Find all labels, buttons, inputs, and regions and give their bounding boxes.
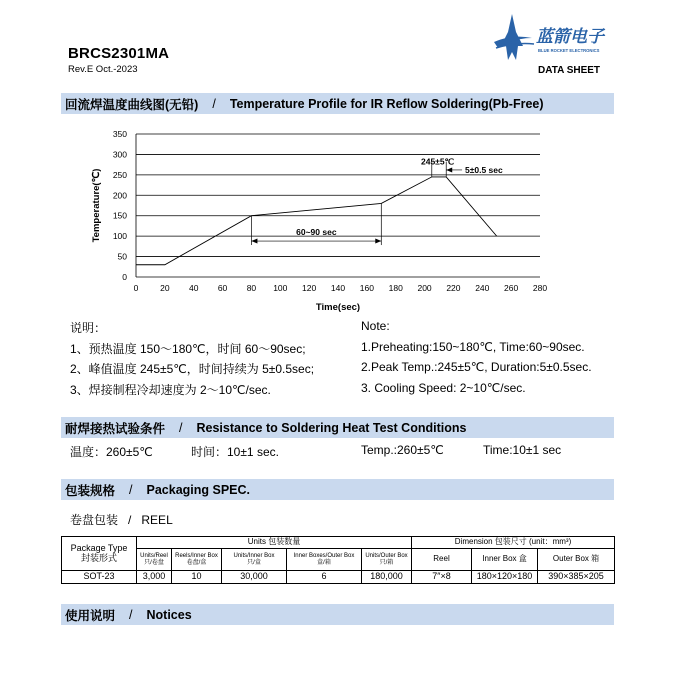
separator: / <box>212 96 216 111</box>
y-axis-label: Temperature(℃) <box>91 168 102 243</box>
x-tick-label: 0 <box>133 283 139 293</box>
cell-reel: 7″×8 <box>412 571 472 584</box>
x-tick-label: 180 <box>388 283 403 293</box>
note-cn-2: 2、峰值温度 245±5℃，时间持续为 5±0.5sec; <box>70 362 315 376</box>
section-title-en: Notices <box>146 607 192 622</box>
cell-units-inner: 30,000 <box>222 571 287 584</box>
reel-label-cn: 卷盘包装 <box>70 513 119 527</box>
x-tick-label: 160 <box>359 283 374 293</box>
x-axis-label: Time(sec) <box>315 302 361 313</box>
y-tick-label: 150 <box>112 210 127 221</box>
revision: Rev.E Oct.-2023 <box>68 64 138 75</box>
reflow-profile-chart <box>85 122 555 317</box>
preheat-arrow-left <box>251 239 257 244</box>
preheat-arrow-right <box>375 239 381 244</box>
note-en-3: 3. Cooling Speed: 2~10℃/sec. <box>361 381 526 395</box>
profile-line <box>136 177 497 265</box>
col-outer-box: Outer Box 箱 <box>538 549 615 571</box>
packaging-table <box>61 536 615 584</box>
section-title-cn: 回流焊温度曲线图(无铅) <box>65 97 199 112</box>
x-tick-label: 280 <box>532 283 548 293</box>
y-tick-label: 50 <box>117 251 127 262</box>
col-units-inner: Units/Inner Box 只/盒 <box>222 549 287 571</box>
section-soldering-heat <box>61 417 614 438</box>
section-notices <box>61 604 614 625</box>
cell-inner-box: 180×120×180 <box>472 571 538 584</box>
x-tick-label: 200 <box>417 283 432 293</box>
duration-label: 5±0.5 sec <box>464 164 503 175</box>
note-cn-3: 3、焊接制程冷却速度为 2～10℃/sec. <box>70 383 271 397</box>
section-title-cn: 包装规格 <box>65 483 116 498</box>
notes-title-en: Note: <box>361 319 390 333</box>
header-dimension: Dimension 包装尺寸 (unit：mm³) <box>412 537 615 549</box>
x-tick-label: 240 <box>475 283 490 293</box>
note-cn-1: 1、预热温度 150～180℃，时间 60～90sec; <box>70 342 306 356</box>
y-tick-label: 200 <box>112 190 127 201</box>
part-number: BRCS2301MA <box>68 45 170 62</box>
col-inner-box: Inner Box 盒 <box>472 549 538 571</box>
y-tick-label: 100 <box>112 231 127 242</box>
section-title-cn: 使用说明 <box>65 608 116 623</box>
cell-type: SOT-23 <box>62 571 137 584</box>
x-tick-label: 60 <box>217 283 228 293</box>
note-en-2: 2.Peak Temp.:245±5℃, Duration:5±0.5sec. <box>361 360 592 374</box>
duration-arrow-head <box>446 167 452 172</box>
note-en-1: 1.Preheating:150~180℃, Time:60~90sec. <box>361 340 585 354</box>
separator: / <box>129 482 133 497</box>
col-reels-inner: Reels/Inner Box 卷盘/盒 <box>172 549 222 571</box>
section-title-en: Packaging SPEC. <box>146 482 251 497</box>
x-tick-label: 220 <box>446 283 461 293</box>
separator: / <box>129 607 133 622</box>
section-title-en: Resistance to Soldering Heat Test Conditions <box>196 420 467 435</box>
temp-en: Temp.:260±5℃ <box>361 443 444 457</box>
x-tick-label: 140 <box>330 283 346 293</box>
y-tick-label: 250 <box>112 169 127 180</box>
cell-inner-outer: 6 <box>287 571 362 584</box>
svg-text:蓝箭电子: 蓝箭电子 <box>536 27 604 47</box>
col-reel: Reel <box>412 549 472 571</box>
time-cn: 时间：10±1 sec. <box>191 445 279 459</box>
notes-title-cn: 说明： <box>70 321 107 335</box>
header-units: Units 包装数量 <box>137 537 412 549</box>
data-sheet-label: DATA SHEET <box>538 65 601 76</box>
section-temperature-profile <box>61 93 614 114</box>
section-title-en: Temperature Profile for IR Reflow Soldering(Pb-Free) <box>229 96 544 111</box>
x-tick-label: 260 <box>504 283 519 293</box>
company-logo <box>492 12 617 64</box>
col-inner-outer: Inner Boxes/Outer Box 盒/箱 <box>287 549 362 571</box>
y-tick-label: 350 <box>112 129 127 139</box>
svg-text:BLUE ROCKET ELECTRONICS: BLUE ROCKET ELECTRONICS <box>538 48 600 53</box>
cell-units-outer: 180,000 <box>362 571 412 584</box>
table-row <box>62 571 615 584</box>
section-packaging <box>61 479 614 500</box>
temp-cn: 温度：260±5℃ <box>70 445 153 459</box>
x-tick-label: 100 <box>273 283 288 293</box>
cell-units-reel: 3,000 <box>137 571 172 584</box>
header-package-type: Package Type 封装形式 <box>62 537 137 571</box>
y-tick-label: 300 <box>112 149 127 160</box>
section-title-cn: 耐焊接热试验条件 <box>65 421 166 436</box>
x-tick-label: 40 <box>188 283 199 293</box>
peak-label: 245±5℃ <box>420 156 455 167</box>
reel-label-en: REEL <box>141 513 173 527</box>
reel-label <box>70 511 173 528</box>
x-tick-label: 120 <box>302 283 317 293</box>
separator: / <box>179 420 183 435</box>
col-units-outer: Units/Outer Box 只/箱 <box>362 549 412 571</box>
time-en: Time:10±1 sec <box>483 443 562 457</box>
cell-reels-inner: 10 <box>172 571 222 584</box>
cell-outer-box: 390×385×205 <box>538 571 615 584</box>
x-tick-label: 20 <box>160 283 170 293</box>
y-tick-label: 0 <box>122 272 127 282</box>
separator: / <box>128 513 132 527</box>
preheat-label: 60~90 sec <box>296 227 337 238</box>
x-tick-label: 80 <box>246 283 257 293</box>
col-units-reel: Units/Reel 只/卷盘 <box>137 549 172 571</box>
